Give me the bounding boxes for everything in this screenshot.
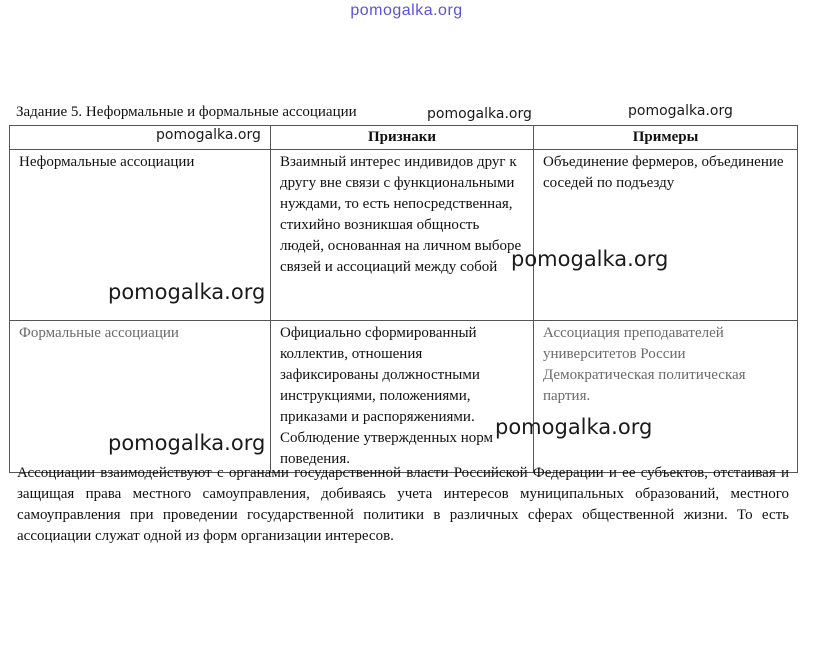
cell-examples: Ассоциация преподавателей университетов России Демократическая политическая партия. <box>534 321 798 473</box>
header-cell-signs: Признаки <box>271 126 534 150</box>
watermark-row2-middle: pomogalka.org <box>495 415 653 439</box>
cell-examples: Объединение фермеров, объединение соседей по подъезду <box>534 150 798 321</box>
table-header-row <box>10 126 798 150</box>
watermark-top: pomogalka.org <box>350 2 463 19</box>
watermark-row2-left: pomogalka.org <box>108 431 266 455</box>
watermark-header-left: pomogalka.org <box>156 127 261 143</box>
header-cell-examples: Примеры <box>534 126 798 150</box>
cell-signs: Официально сформированный коллектив, отношения зафиксированы должностными инструкциями, положениями, приказами и распоряжениями. Соблюдение утвержденных норм поведения. <box>271 321 534 473</box>
body-paragraph: Ассоциации взаимодействуют с органами государственной власти Российской Федерации и ее субъектов, отстаивая и защищая права местного самоуправления, добиваясь учета интересов муниципальных образований, местного самоуправления при проведении государственной политики в различных сферах общественной жизни. То есть ассоциации служат одной из форм организации интересов. <box>17 465 789 544</box>
cell-signs: Взаимный интерес индивидов друг к другу вне связи с функциональными нуждами, то есть непосредственная, стихийно возникшая общность людей, основанная на личном выборе связей и ассоциаций между собой <box>271 150 534 321</box>
watermark-row1-left: pomogalka.org <box>108 280 266 304</box>
watermark-header-right: pomogalka.org <box>628 103 733 119</box>
cell-type: Неформальные ассоциации <box>10 150 271 321</box>
task-caption: Задание 5. Неформальные и формальные ассоциации <box>16 104 357 120</box>
cell-type: Формальные ассоциации <box>10 321 271 473</box>
watermark-caption: pomogalka.org <box>427 106 532 122</box>
watermark-row1-middle: pomogalka.org <box>511 247 669 271</box>
